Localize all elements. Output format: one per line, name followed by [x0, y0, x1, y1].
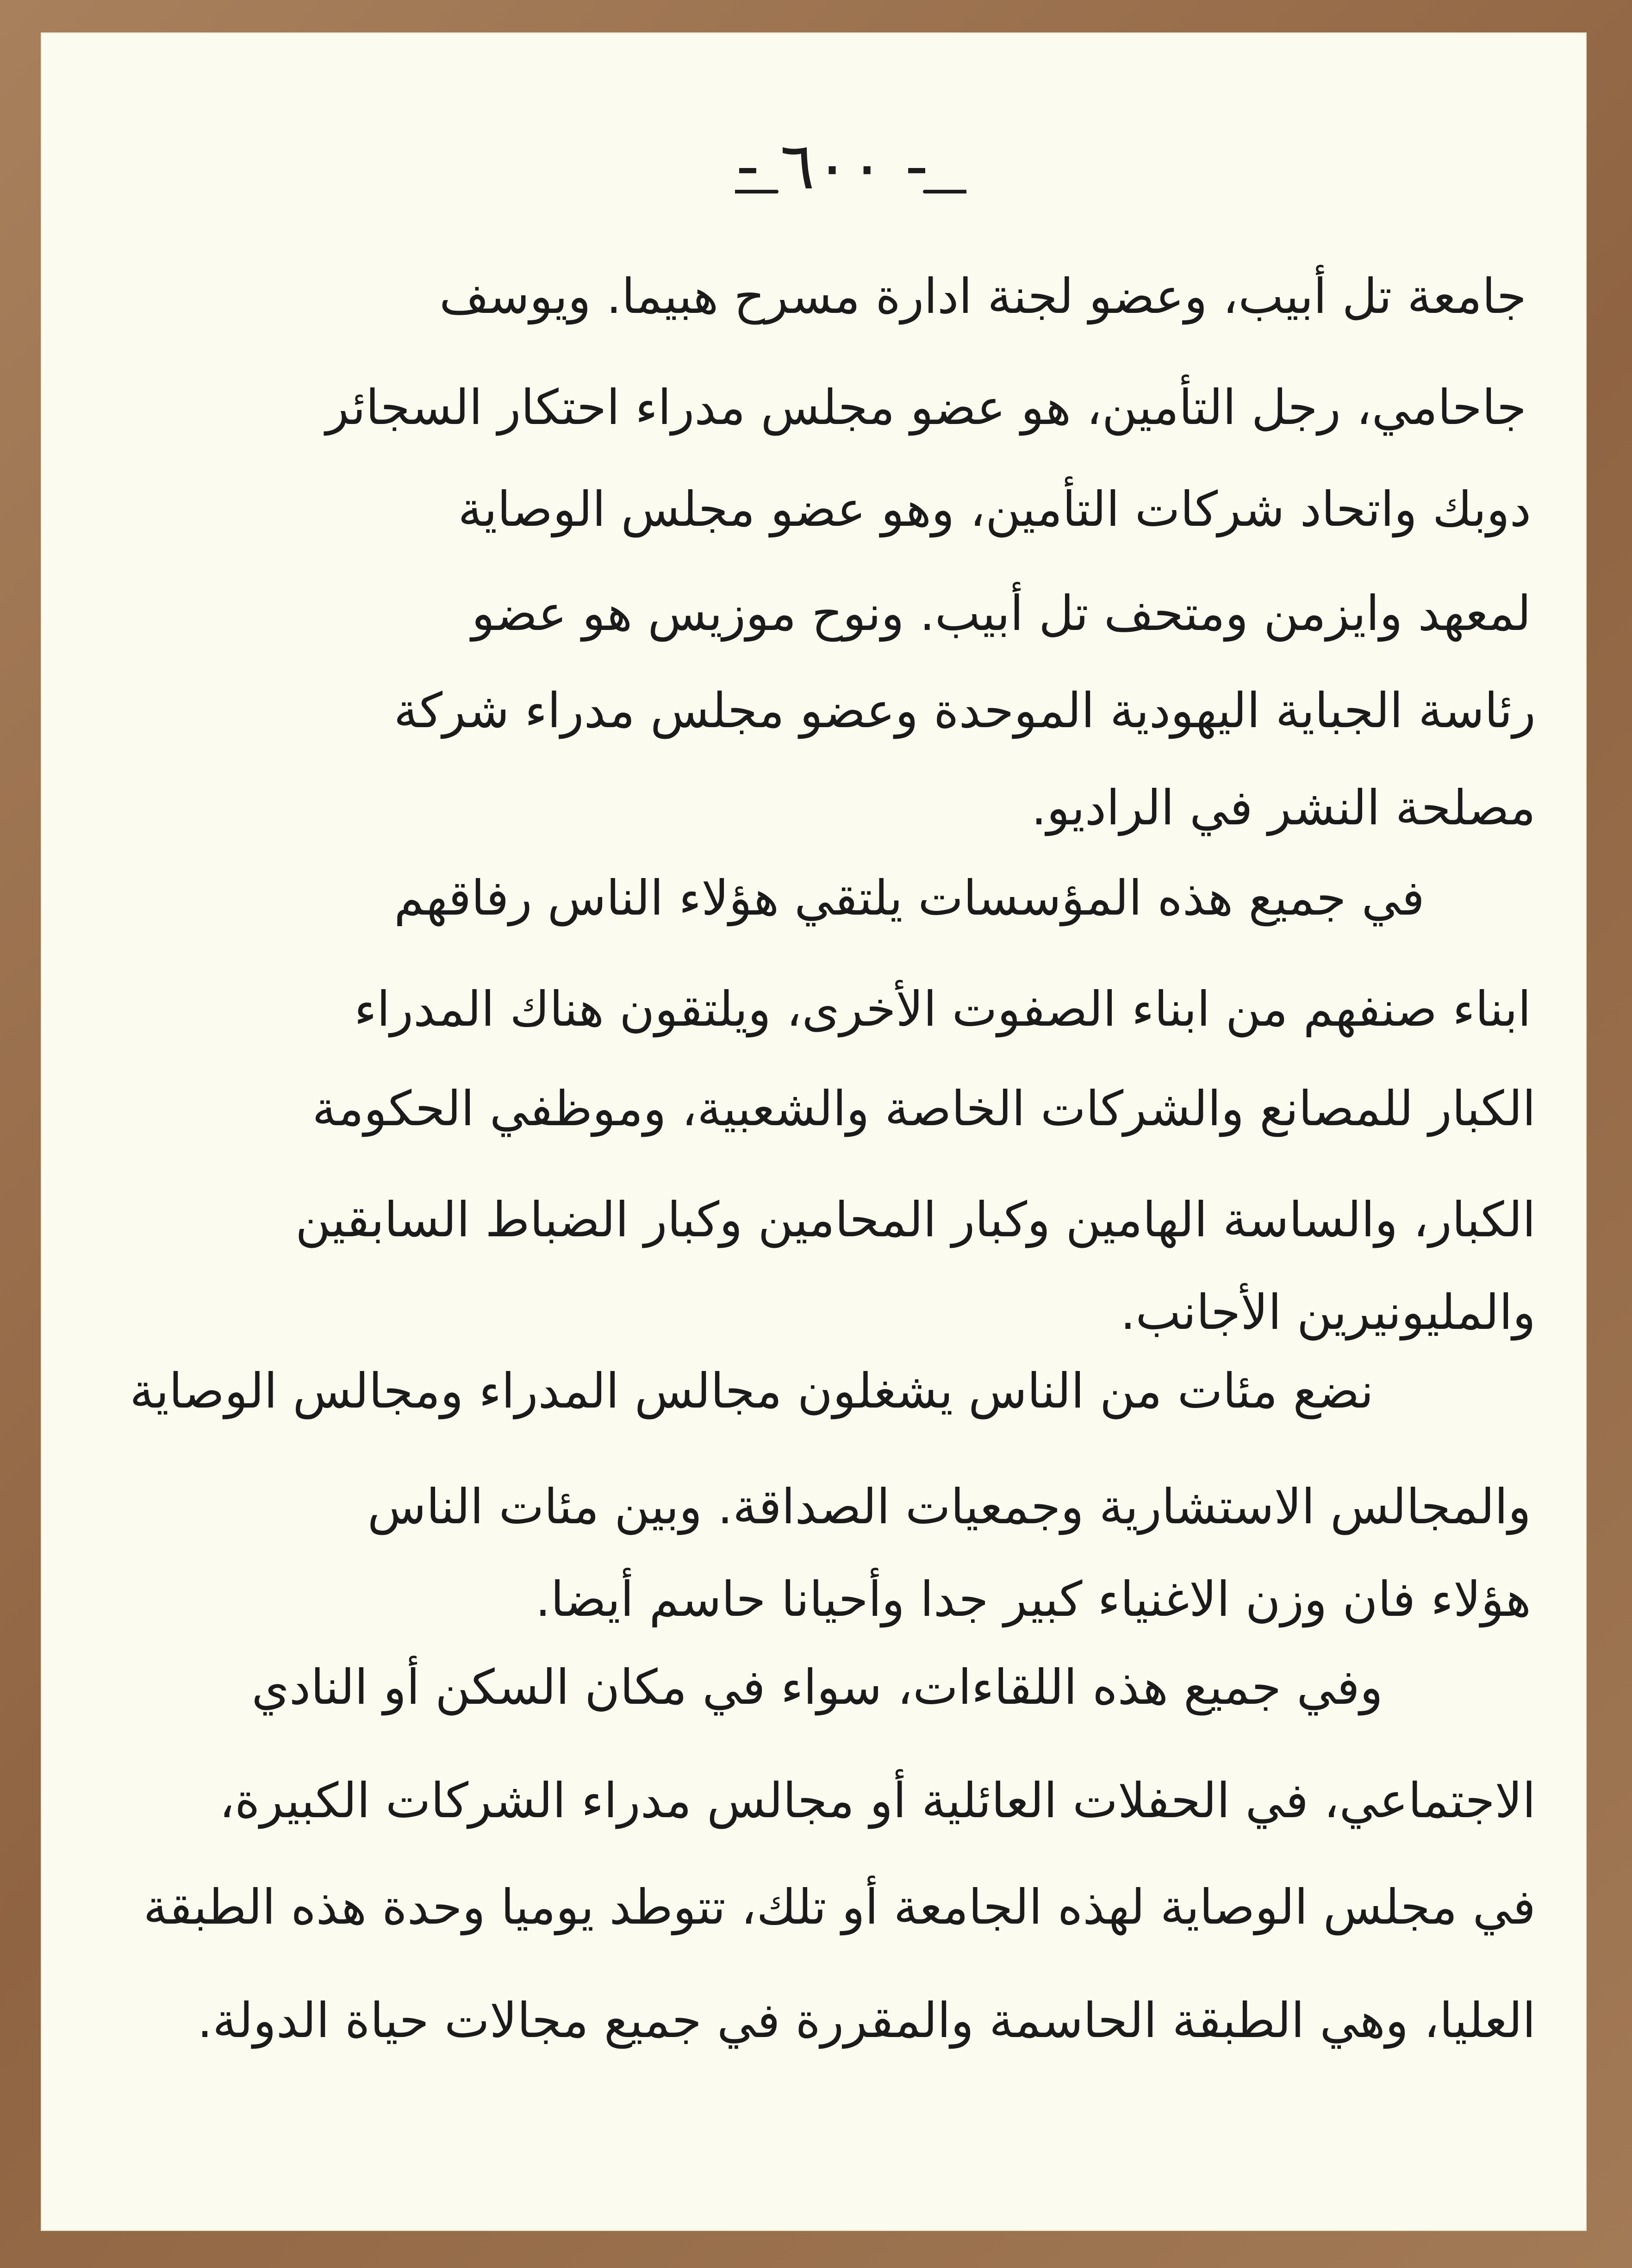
text-line: هؤلاء فان وزن الاغنياء كبير جدا وأحيانا حاسم أيضا. — [535, 1571, 1531, 1627]
text-line: الاجتماعي، في الحفلات العائلية أو مجالس مدراء الشركات الكبيرة، — [219, 1772, 1536, 1829]
text-line: دوبك واتحاد شركات التأمين، وهو عضو مجلس الوصاية — [458, 481, 1531, 537]
text-line: والمجالس الاستشارية وجمعيات الصداقة. وبين مئات الناس — [367, 1478, 1531, 1535]
text-line: العليا، وهي الطبقة الحاسمة والمقررة في جميع مجالات حياة الدولة. — [197, 1992, 1536, 2049]
text-line: جامعة تل أبيب، وعضو لجنة ادارة مسرح هبيما. ويوسف — [439, 268, 1526, 324]
text-line: مصلحة النشر في الراديو. — [1031, 779, 1536, 836]
text-line: لمعهد وايزمن ومتحف تل أبيب. ونوح موزيس هو عضو — [471, 585, 1531, 642]
page-number-text: - ٦٠٠ - — [736, 129, 928, 204]
document-page — [41, 32, 1587, 2231]
text-line: نضع مئات من الناس يشغلون مجالس المدراء ومجالس الوصاية — [130, 1363, 1374, 1419]
text-line: جاحامي، رجل التأمين، هو عضو مجلس مدراء احتكار السجائر — [325, 379, 1526, 436]
text-line: ابناء صنفهم من ابناء الصفوت الأخرى، ويلتقون هناك المدراء — [354, 981, 1531, 1037]
text-line: الكبار للمصانع والشركات الخاصة والشعبية، وموظفي الحكومة — [312, 1080, 1536, 1137]
text-line: في مجلس الوصاية لهذه الجامعة أو تلك، تتوطد يوميا وحدة هذه الطبقة — [143, 1879, 1536, 1935]
text-line: الكبار، والساسة الهامين وكبار المحامين وكبار الضباط السابقين — [295, 1191, 1536, 1248]
text-line: والمليونيرين الأجانب. — [1120, 1284, 1536, 1340]
text-line: في جميع هذه المؤسسات يلتقي هؤلاء الناس رفاقهم — [394, 870, 1425, 926]
page-number — [689, 120, 976, 213]
page-number-underline-icon — [735, 185, 966, 199]
text-line: رئاسة الجباية اليهودية الموحدة وعضو مجلس مدراء شركة — [393, 682, 1536, 739]
text-line: وفي جميع هذه اللقاءات، سواء في مكان السكن أو النادي — [251, 1659, 1383, 1715]
